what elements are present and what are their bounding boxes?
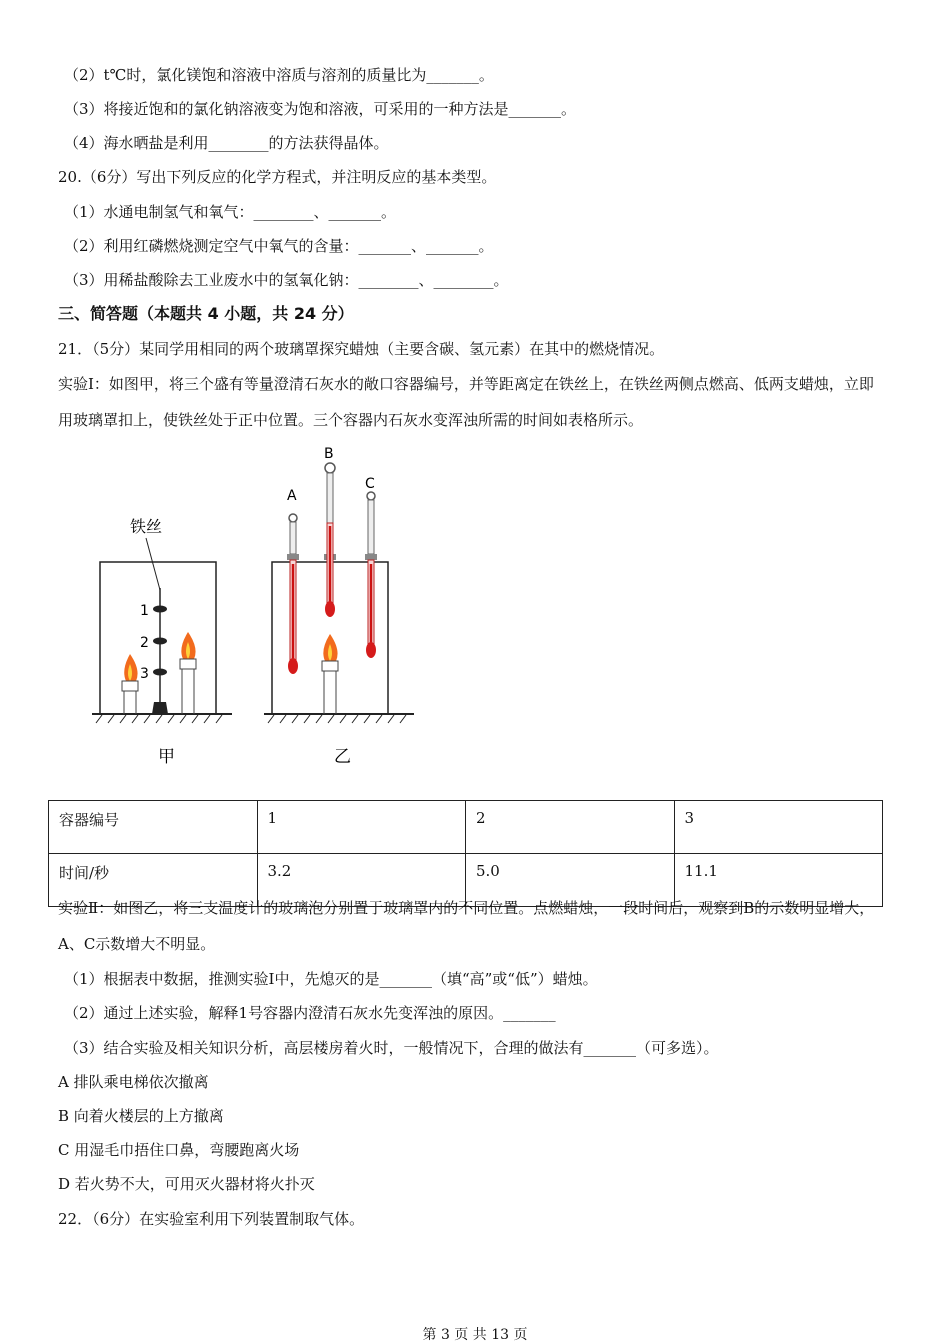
thermometer-c <box>365 476 377 658</box>
q20-part1: （1）水通电制氢气和氧气：________、_______。 <box>64 203 397 221</box>
q20-part2: （2）利用红磷燃烧测定空气中氧气的含量：_______、_______。 <box>64 237 494 255</box>
option-b: B 向着火楼层的上方撤离 <box>58 1107 224 1125</box>
q21-part3: （3）结合实验及相关知识分析，高层楼房着火时，一般情况下，合理的做法有_______（可多选）。 <box>64 1039 719 1057</box>
position-1-label: 1 <box>140 603 149 619</box>
experiment-2-text: 实验Ⅱ：如图乙，将三支温度计的玻璃泡分别置于玻璃罩内的不同位置。点燃蜡烛，一段时间后，观察到B的示数明显增大，A、C示数增大不明显。 <box>58 899 875 953</box>
q19-part2: （2）t℃时，氯化镁饱和溶液中溶质与溶剂的质量比为_______。 <box>64 66 494 84</box>
page-footer: 第 3 页 共 13 页 <box>422 1327 528 1343</box>
thermometer-c-label: C <box>365 476 375 492</box>
experiment-figure <box>88 440 428 780</box>
table-cell: 11.1 <box>674 854 883 907</box>
wire-label: 铁丝 <box>130 517 163 536</box>
q19-part4: （4）海水晒盐是利用________的方法获得晶体。 <box>64 134 389 152</box>
position-3-label: 3 <box>140 666 149 682</box>
experiment-1-text: 实验Ⅰ：如图甲，将三个盛有等量澄清石灰水的敞口容器编号，并等距离定在铁丝上，在铁丝两侧点燃高、低两支蜡烛，立即用玻璃罩扣上，使铁丝处于正中位置。三个容器内石灰水变浑浊所需的时间如表格所示。 <box>58 375 874 429</box>
thermometer-b-label: B <box>324 446 334 462</box>
option-c: C 用湿毛巾捂住口鼻，弯腰跑离火场 <box>58 1141 300 1159</box>
q20-title: 20.（6分）写出下列反应的化学方程式，并注明反应的基本类型。 <box>58 168 497 186</box>
thermometer-b <box>324 446 336 617</box>
low-candle <box>122 654 138 714</box>
option-a: A 排队乘电梯依次撤离 <box>58 1073 209 1091</box>
section-3-heading: 三、简答题（本题共 4 小题，共 24 分） <box>58 304 354 323</box>
q19-part3: （3）将接近饱和的氯化钠溶液变为饱和溶液，可采用的一种方法是_______。 <box>64 100 577 118</box>
apparatus-jia <box>92 517 232 767</box>
table-cell: 1 <box>257 801 466 854</box>
container-1 <box>153 606 167 613</box>
q21-title: 21．（5分）某同学用相同的两个玻璃罩探究蜡烛（主要含碳、氢元素）在其中的燃烧情况。 <box>58 340 665 358</box>
thermometer-a <box>287 488 299 674</box>
q21-part2: （2）通过上述实验，解释1号容器内澄清石灰水先变浑浊的原因。_______ <box>64 1004 556 1022</box>
container-3 <box>153 669 167 676</box>
q20-part3: （3）用稀盐酸除去工业废水中的氢氧化钠：________、________。 <box>64 271 509 289</box>
q22-title: 22．（6分）在实验室利用下列装置制取气体。 <box>58 1210 365 1228</box>
table-cell: 3 <box>674 801 883 854</box>
table-cell: 5.0 <box>466 854 675 907</box>
caption-yi: 乙 <box>334 747 351 767</box>
candle-yi <box>322 634 338 714</box>
table-cell: 3.2 <box>257 854 466 907</box>
thermometer-a-label: A <box>287 488 297 504</box>
position-2-label: 2 <box>140 635 149 651</box>
caption-jia: 甲 <box>158 747 175 767</box>
apparatus-yi <box>264 446 414 767</box>
option-d: D 若火势不大，可用灭火器材将火扑灭 <box>58 1175 315 1193</box>
table-header-row <box>49 801 883 854</box>
container-2 <box>153 638 167 645</box>
table-cell: 时间/秒 <box>49 854 258 907</box>
q21-part1: （1）根据表中数据，推测实验Ⅰ中，先熄灭的是_______（填“高”或“低”）蜡烛。 <box>64 970 598 988</box>
table-cell: 2 <box>466 801 675 854</box>
high-candle <box>180 632 196 714</box>
table-cell: 容器编号 <box>49 801 258 854</box>
